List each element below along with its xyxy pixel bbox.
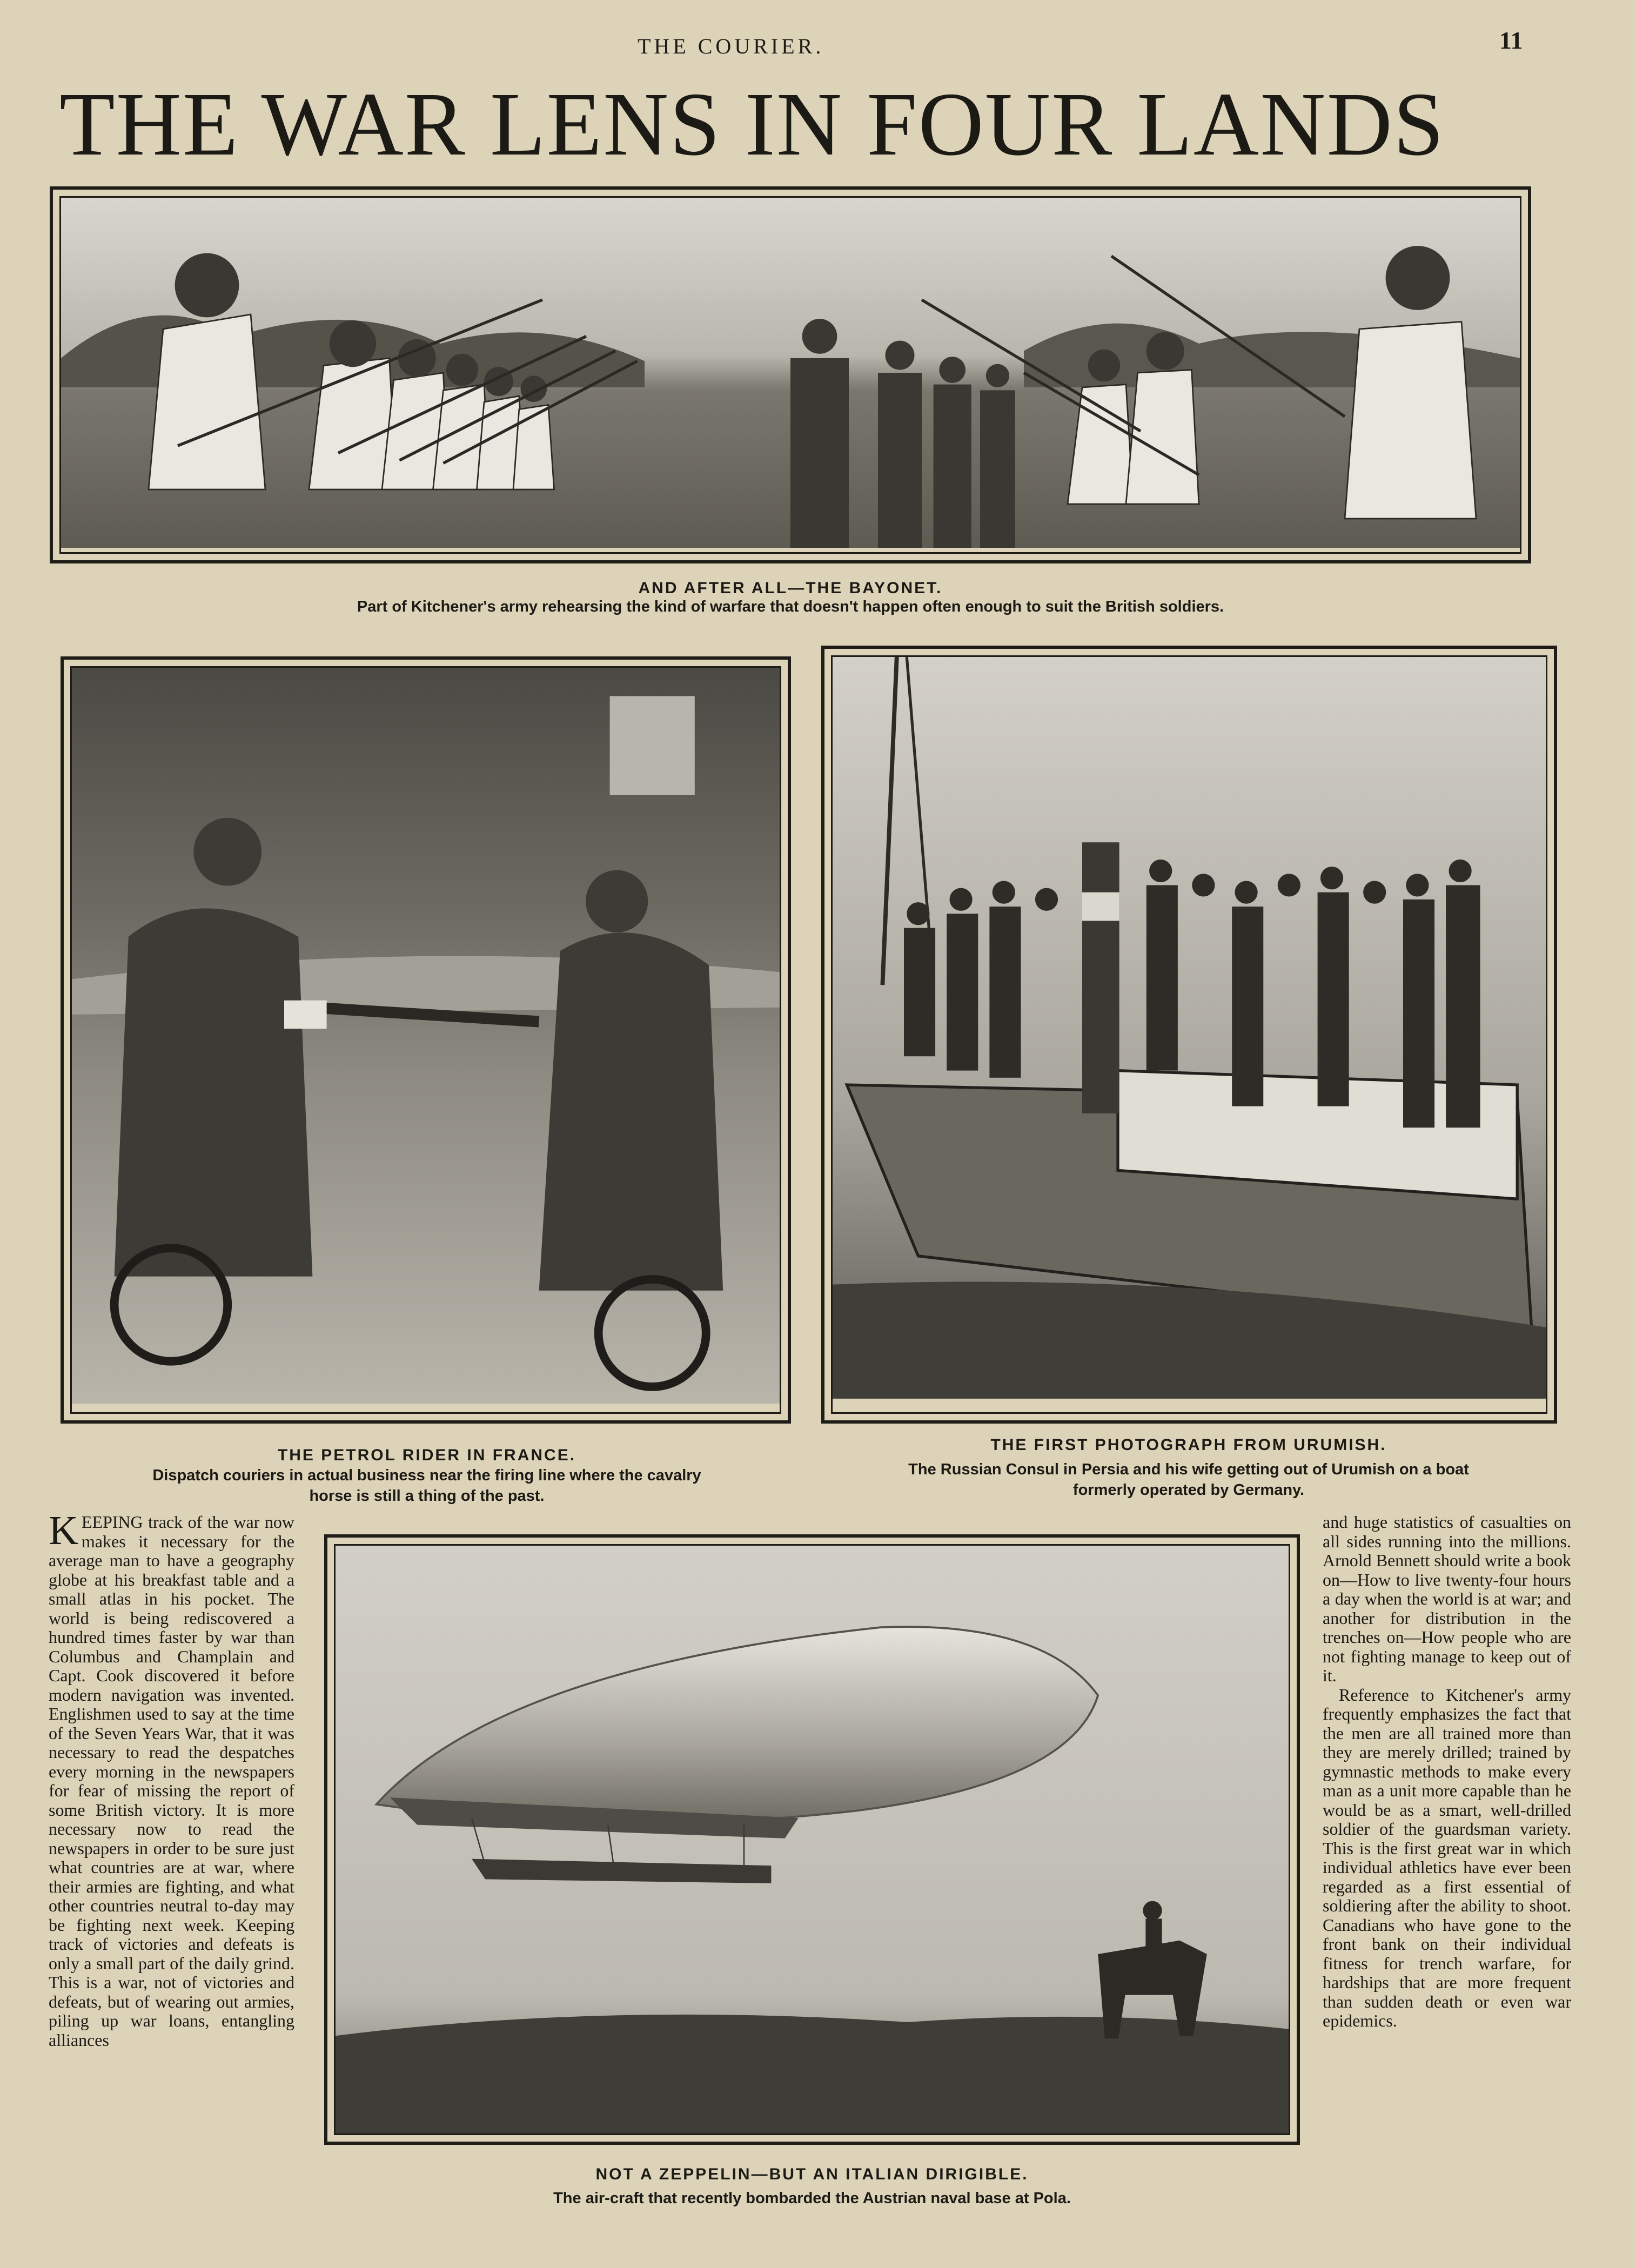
photo-dirigible-frame	[324, 1534, 1300, 2145]
photo-urumish-frame	[821, 646, 1557, 1424]
photo-petrol-rider	[70, 666, 781, 1414]
urumish-boat-image	[833, 657, 1546, 1399]
dirigible-image	[336, 1546, 1289, 2135]
petrol-rider-caption-title: THE PETROL RIDER IN FRANCE.	[277, 1446, 576, 1464]
bayonet-caption-title: AND AFTER ALL—THE BAYONET.	[638, 579, 943, 597]
petrol-rider-caption-line1: Dispatch couriers in actual business near the firing line where the cavalry	[152, 1467, 701, 1484]
bayonet-drill-image	[61, 198, 1520, 548]
article-left-column	[49, 1513, 294, 2258]
article-left-text: EEPING track of the war now makes it necessary for the average man to have a geography globe at his breakfast table and a small atlas in his pocket. The world is being rediscovered a hundred times faster by war than Columbus and Champlain and Capt. Cook discovered it before modern navigation was invented. Englishmen used to say at the time of the Seven Years War, that it was necessary to read the despatches every morning in the newspapers for fear of missing the report of some British victory. It is more necessary now to read the newspapers in order to be sure just what countries are at war, where their armies are fighting, and what other countries neutral to-day may be fighting next week. Keeping track of victories and defeats is only a small part of the daily grind. This is a war, not of victories and defeats, but of wearing out armies, piling up war loans, entangling alliances	[49, 1513, 294, 2050]
article-right-p2: Reference to Kitchener's army frequently emphasizes the fact that the men are all trained more than they are merely drilled; trained by gymnastic methods to make every man as a unit more capable than he would be as a smart, well-drilled soldier of the guardsman variety. This is the first great war in which individual athletics have ever been regarded as a first essential of soldiering after the ability to shoot. Canadians who have gone to the front bank on their individual fitness for trench warfare, for hardships that are more frequent than sudden death or even war epidemics.	[1323, 1685, 1571, 2030]
photo-bayonet	[59, 196, 1521, 554]
article-right-p1: and huge statistics of casualties on all sides running into the millions. Arnold Bennett should write a book on—How to live twenty-four hours a day when the world is at war; and another for distribution in the trenches on—How people who are not fighting manage to keep out of it.	[1323, 1513, 1571, 1685]
bayonet-caption: Part of Kitchener's army rehearsing the kind of warfare that doesn't happen often enough to suit the British soldiers.	[357, 598, 1224, 615]
article-right-column	[1323, 1513, 1571, 2215]
petrol-rider-caption-line2: horse is still a thing of the past.	[309, 1487, 545, 1505]
headline: THE WAR LENS IN FOUR LANDS	[59, 74, 1445, 175]
page-number: 11	[1499, 26, 1523, 54]
photo-dirigible	[334, 1544, 1290, 2135]
urumish-caption-title: THE FIRST PHOTOGRAPH FROM URUMISH.	[990, 1436, 1387, 1454]
running-title: THE COURIER.	[638, 34, 824, 58]
photo-petrol-rider-frame	[61, 656, 791, 1424]
urumish-caption-line1: The Russian Consul in Persia and his wife getting out of Urumish on a boat	[908, 1461, 1469, 1478]
photo-urumish	[831, 655, 1547, 1414]
article-dropcap: K	[49, 1513, 78, 1553]
petrol-rider-image	[72, 668, 780, 1404]
photo-bayonet-frame	[50, 186, 1531, 563]
dirigible-caption-title: NOT A ZEPPELIN—BUT AN ITALIAN DIRIGIBLE.	[595, 2165, 1029, 2183]
dirigible-caption: The air-craft that recently bombarded the Austrian naval base at Pola.	[553, 2190, 1071, 2207]
urumish-caption-line2: formerly operated by Germany.	[1072, 1481, 1305, 1499]
